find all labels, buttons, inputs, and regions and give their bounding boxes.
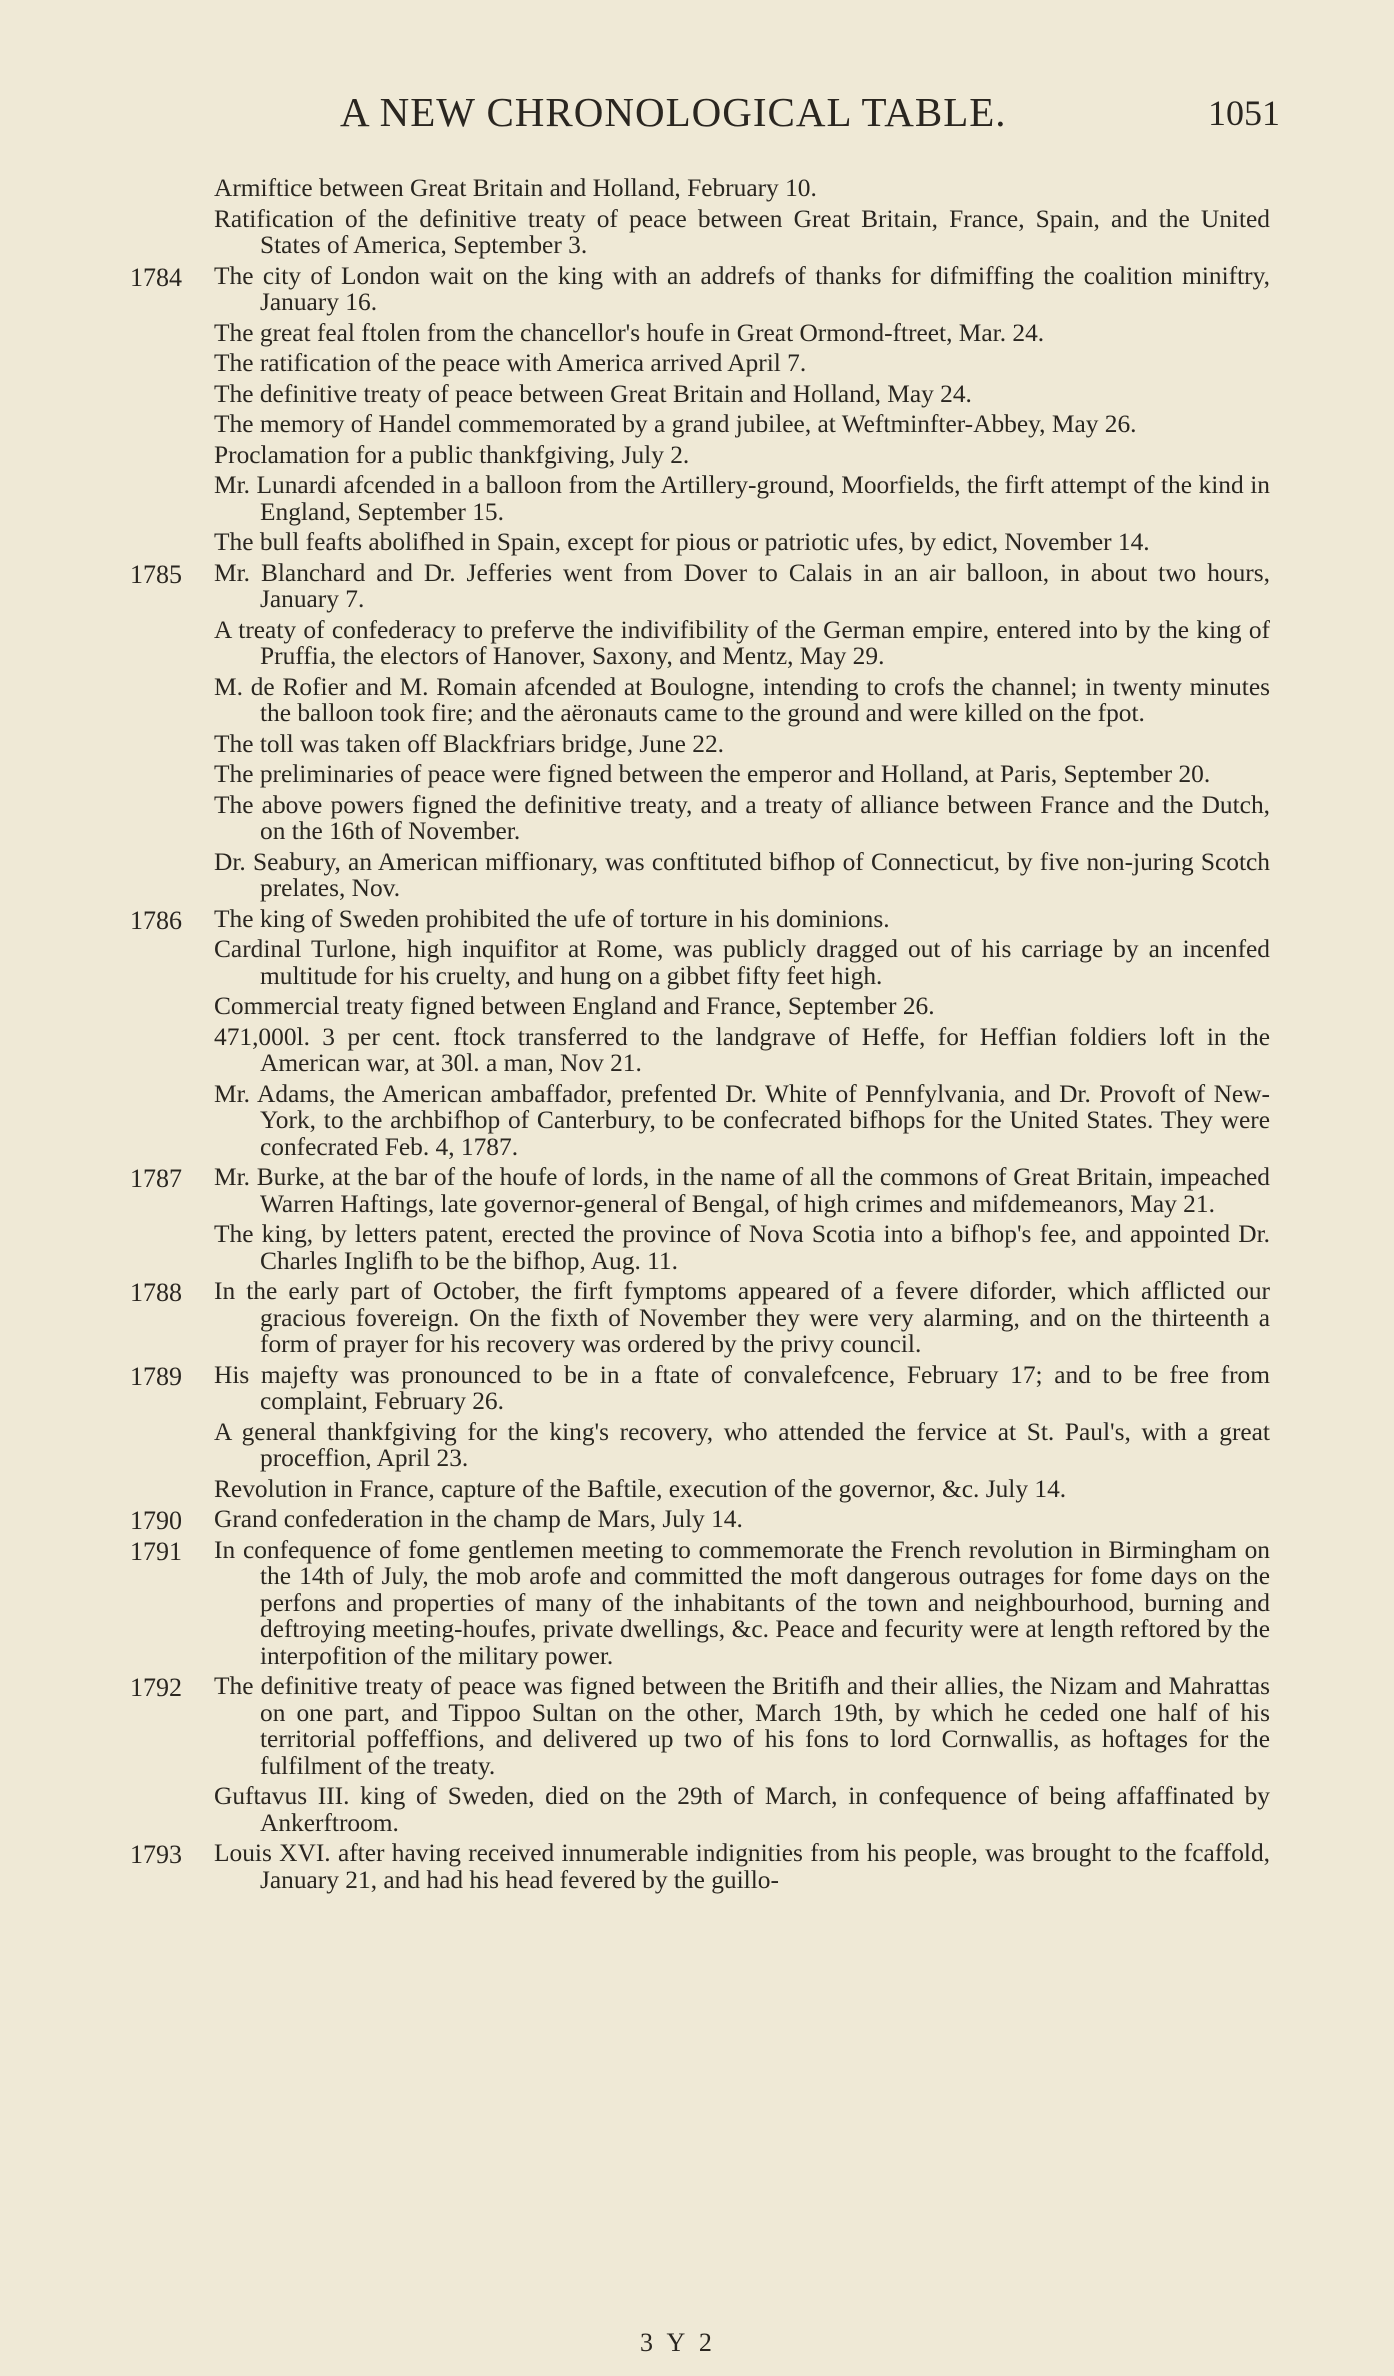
chronology-entry — [130, 792, 1270, 845]
chronology-entry — [130, 320, 1270, 347]
chronology-entry — [130, 560, 1270, 613]
chronology-entry — [130, 906, 1270, 933]
entry-text: Grand confederation in the champ de Mars, July 14. — [214, 1505, 743, 1533]
entry-text: The memory of Handel commemorated by a grand jubilee, at Weftminfter-Abbey, May 26. — [214, 410, 1137, 438]
entry-text: 471,000l. 3 per cent. ftock transferred to the landgrave of Heffe, for Heffian foldiers loft in the American war, at 30l. a man, Nov 21. — [214, 1022, 1270, 1077]
chronology-entry — [130, 1476, 1270, 1503]
chronology-entry — [130, 1081, 1270, 1161]
entry-text: M. de Rofier and M. Romain afcended at Boulogne, intending to crofs the channel; in twenty minutes the balloon took fire; and the aëronauts came to the ground and were killed on the fpot. — [214, 672, 1270, 727]
chronology-entry — [130, 617, 1270, 670]
chronology-entry — [130, 411, 1270, 438]
entry-text: The definitive treaty of peace was figned between the Britifh and their allies, the Nizam and Mahrattas on one part, and Tippoo Sultan on the other, March 19th, by which he ceded one half of his territorial poffeffions, and delivered up two of his fons to lord Cornwallis, as hoftages for the fulfilment of the treaty. — [214, 1672, 1270, 1780]
entry-text: Mr. Adams, the American ambaffador, prefented Dr. White of Pennfylvania, and Dr. Provoft of New-York, to the archbifhop of Canterbury, to be confecrated bifhops for the United States. They were confecrated Feb. 4, 1787. — [214, 1079, 1270, 1161]
chronology-entry — [130, 1537, 1270, 1670]
entry-text: Guftavus III. king of Sweden, died on the 29th of March, in confequence of being affaffinated by Ankerftroom. — [214, 1782, 1270, 1837]
chronology-entry — [130, 350, 1270, 377]
entry-text: The preliminaries of peace were figned between the emperor and Holland, at Paris, September 20. — [214, 760, 1211, 788]
entry-year: 1788 — [130, 1278, 182, 1307]
chronology-entry — [130, 761, 1270, 788]
chronology-entry — [130, 674, 1270, 727]
chronology-entry — [130, 731, 1270, 758]
chronology-entry — [130, 1419, 1270, 1472]
entry-year: 1791 — [130, 1536, 182, 1566]
running-title: A NEW CHRONOLOGICAL TABLE. — [340, 89, 1007, 135]
entry-text: Revolution in France, capture of the Baftile, execution of the governor, &c. July 14. — [214, 1474, 1067, 1503]
chronology-entry — [130, 263, 1270, 316]
chronology-entry — [130, 993, 1270, 1020]
entry-text: The king of Sweden prohibited the ufe of torture in his dominions. — [214, 904, 890, 933]
entry-text: The city of London wait on the king with an addrefs of thanks for difmiffing the coalition miniftry, January 16. — [214, 261, 1270, 316]
chronology-entries — [130, 175, 1270, 1893]
page-number: 1051 — [1208, 93, 1280, 133]
entry-text: Louis XVI. after having received innumerable indignities from his people, was brought to the fcaffold, January 21, and had his head fevered by the guillo- — [214, 1839, 1270, 1894]
entry-text: Mr. Burke, at the bar of the houfe of lords, in the name of all the commons of Great Britain, impeached Warren Haftings, late governor-general of Bengal, of high crimes and mifdemeanors, May 21. — [214, 1163, 1270, 1218]
entry-text: A general thankfgiving for the king's recovery, who attended the fervice at St. Paul's, with a great proceffion, April 23. — [214, 1417, 1270, 1472]
entry-text: Armiftice between Great Britain and Holland, February 10. — [214, 174, 817, 202]
entry-text: A treaty of confederacy to preferve the indivifibility of the German empire, entered into by the king of Pruffia, the electors of Hanover, Saxony, and Mentz, May 29. — [214, 615, 1270, 670]
entry-text: Mr. Blanchard and Dr. Jefferies went from Dover to Calais in an air balloon, in about two hours, January 7. — [214, 558, 1270, 613]
entry-year: 1793 — [130, 1840, 182, 1869]
entry-text: The king, by letters patent, erected the province of Nova Scotia into a bifhop's fee, and appointed Dr. Charles Inglifh to be the bifhop, Aug. 11. — [214, 1220, 1270, 1275]
entry-year: 1790 — [130, 1506, 182, 1535]
entry-year: 1792 — [130, 1673, 182, 1702]
entry-text: Mr. Lunardi afcended in a balloon from the Artillery-ground, Moorfields, the firft attempt of the kind in England, September 15. — [214, 471, 1270, 526]
entry-text: His majefty was pronounced to be in a ftate of convalefcence, February 17; and to be free from complaint, February 26. — [214, 1360, 1270, 1415]
chronology-entry — [130, 381, 1270, 408]
chronology-entry — [130, 936, 1270, 989]
chronology-entry — [130, 1221, 1270, 1274]
entry-text: The bull feafts abolifhed in Spain, except for pious or patriotic ufes, by edict, November 14. — [214, 528, 1150, 556]
entry-text: Proclamation for a public thankfgiving, July 2. — [214, 440, 690, 469]
chronology-entry — [130, 1673, 1270, 1779]
entry-text: Commercial treaty figned between England and France, September 26. — [214, 992, 935, 1020]
entry-text: The definitive treaty of peace between Great Britain and Holland, May 24. — [214, 379, 972, 408]
chronology-entry — [130, 1164, 1270, 1217]
entry-text: The ratification of the peace with America arrived April 7. — [214, 349, 807, 377]
entry-text: Dr. Seabury, an American miffionary, was conftituted bifhop of Connecticut, by five non-juring Scotch prelates, Nov. — [214, 847, 1270, 902]
chronology-entry — [130, 1024, 1270, 1077]
entry-text: In confequence of fome gentlemen meeting to commemorate the French revolution in Birmingham on the 14th of July, the mob arofe and committed the moft dangerous outrages for fome days on the perfons and properties of many of the inhabitants of the town and neighbourhood, burning and deftroying meeting-houfes, private dwellings, &c. Peace and fecurity were at length reftored by the interpofition of the military power. — [214, 1535, 1270, 1670]
entry-text: The above powers figned the definitive treaty, and a treaty of alliance between France and the Dutch, on the 16th of November. — [214, 790, 1270, 845]
chronology-entry — [130, 472, 1270, 525]
entry-year: 1786 — [130, 905, 182, 935]
signature-mark: 3 Y 2 — [640, 2328, 716, 2357]
chronology-entry — [130, 1506, 1270, 1533]
chronology-entry — [130, 442, 1270, 469]
chronology-entry — [130, 1362, 1270, 1415]
page-header — [340, 88, 1280, 148]
entry-year: 1785 — [130, 559, 182, 589]
chronology-entry — [130, 206, 1270, 259]
entry-year: 1787 — [130, 1164, 182, 1193]
chronology-entry — [130, 1783, 1270, 1836]
chronology-entry — [130, 175, 1270, 202]
entry-year: 1784 — [130, 262, 182, 292]
entry-text: In the early part of October, the firft fymptoms appeared of a fevere diforder, which afflicted our gracious fovereign. On the fixth of November they were very alarming, and on the thirteenth a form of prayer for his recovery was ordered by the privy council. — [214, 1277, 1270, 1358]
entry-text: The toll was taken off Blackfriars bridge, June 22. — [214, 729, 725, 758]
chronology-entry — [130, 1840, 1270, 1893]
chronology-entry — [130, 529, 1270, 556]
entry-text: The great feal ftolen from the chancellor's houfe in Great Ormond-ftreet, Mar. 24. — [214, 318, 1045, 347]
entry-text: Cardinal Turlone, high inquifitor at Rome, was publicly dragged out of his carriage by an incenfed multitude for his cruelty, and hung on a gibbet fifty feet high. — [214, 935, 1270, 990]
entry-text: Ratification of the definitive treaty of peace between Great Britain, France, Spain, and the United States of America, September 3. — [214, 204, 1270, 259]
entry-year: 1789 — [130, 1361, 182, 1391]
chronology-entry — [130, 849, 1270, 902]
chronology-entry — [130, 1278, 1270, 1358]
